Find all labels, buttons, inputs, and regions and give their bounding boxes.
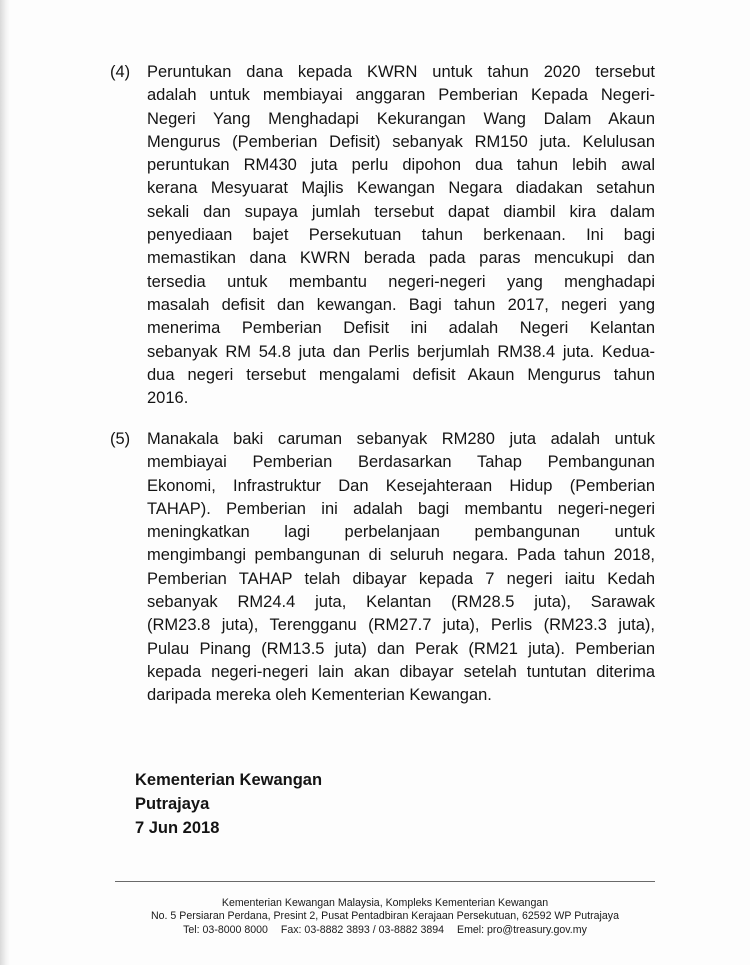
footer-email: Emel: pro@treasury.gov.my (457, 923, 587, 936)
text-line: Peruntukan dana kepada KWRN untuk tahun 2020 tersebut (147, 63, 655, 81)
text-line: adalah untuk membiayai anggaran Pemberian Kepada Negeri- (147, 86, 655, 105)
text-line: kerana Mesyuarat Majlis Kewangan Negara diadakan setahun (147, 179, 655, 198)
text-line: meningkatkan lagi perbelanjaan pembangunan untuk (147, 523, 655, 542)
footer-contacts (100, 924, 670, 937)
signature-date: 7 Jun 2018 (135, 819, 220, 837)
text-line: Negeri Yang Menghadapi Kekurangan Wang Dalam Akaun (147, 109, 655, 128)
text-line: Mengurus (Pemberian Defisit) sebanyak RM150 juta. Kelulusan (147, 132, 655, 151)
text-line: TAHAP). Pemberian ini adalah bagi membantu negeri-negeri (147, 499, 655, 518)
paragraph-5 (110, 428, 655, 708)
page-edge-shadow (0, 0, 10, 965)
text-line: Ekonomi, Infrastruktur Dan Kesejahteraan Hidup (Pemberian (147, 476, 655, 495)
paragraph-number: (4) (110, 63, 131, 81)
footer-address: No. 5 Persiaran Perdana, Presint 2, Pusat Pentadbiran Kerajaan Persekutuan, 62592 WP Putrajaya (151, 910, 619, 923)
footer-divider (115, 881, 655, 882)
paragraph-number: (5) (110, 430, 131, 448)
text-line: Pemberian TAHAP telah dibayar kepada 7 negeri iaitu Kedah (147, 569, 655, 588)
text-line: 2016. (147, 389, 189, 408)
text-line: peruntukan RM430 juta perlu dipohon dua tahun lebih awal (147, 156, 655, 175)
text-line: memastikan dana KWRN berada pada paras mencukupi dan (147, 249, 655, 268)
paragraph-body (147, 428, 655, 708)
paragraph-body (147, 61, 655, 410)
text-line: Manakala baki caruman sebanyak RM280 juta adalah untuk (147, 430, 655, 448)
footer-telephone: Tel: 03-8000 8000 (183, 923, 268, 936)
footer-organisation: Kementerian Kewangan Malaysia, Kompleks Kementerian Kewangan (221, 897, 549, 909)
text-line: penyediaan bajet Persekutuan tahun berkenaan. Ini bagi (147, 226, 655, 245)
text-line: dua negeri tersebut mengalami defisit Akaun Mengurus tahun (147, 365, 655, 384)
text-line: Pulau Pinang (RM13.5 juta) dan Perak (RM21 juta). Pemberian (147, 639, 655, 658)
signature-block (135, 768, 322, 840)
text-line: sekali dan supaya jumlah tersebut dapat diambil kira dalam (147, 202, 655, 221)
text-line: daripada mereka oleh Kementerian Kewangan. (147, 686, 492, 705)
text-line: sebanyak RM24.4 juta, Kelantan (RM28.5 juta), Sarawak (147, 593, 655, 612)
footer-fax: Fax: 03-8882 3893 / 03-8882 3894 (280, 923, 445, 936)
text-line: (RM23.8 juta), Terengganu (RM27.7 juta), Perlis (RM23.3 juta), (147, 616, 655, 635)
text-line: kepada negeri-negeri lain akan dibayar setelah tuntutan diterima (147, 662, 655, 681)
text-line: tersedia untuk membantu negeri-negeri yang menghadapi (147, 272, 655, 291)
signature-ministry: Kementerian Kewangan (135, 771, 323, 789)
letterhead-footer (100, 897, 670, 937)
text-line: menerima Pemberian Defisit ini adalah Negeri Kelantan (147, 319, 655, 338)
text-line: membiayai Pemberian Berdasarkan Tahap Pembangunan (147, 453, 655, 472)
text-line: mengimbangi pembangunan di seluruh negara. Pada tahun 2018, (147, 546, 655, 565)
text-line: sebanyak RM 54.8 juta dan Perlis berjumlah RM38.4 juta. Kedua- (147, 342, 655, 361)
paragraph-4 (110, 61, 655, 410)
text-line: masalah defisit dan kewangan. Bagi tahun 2017, negeri yang (147, 295, 655, 314)
signature-place: Putrajaya (135, 795, 210, 813)
